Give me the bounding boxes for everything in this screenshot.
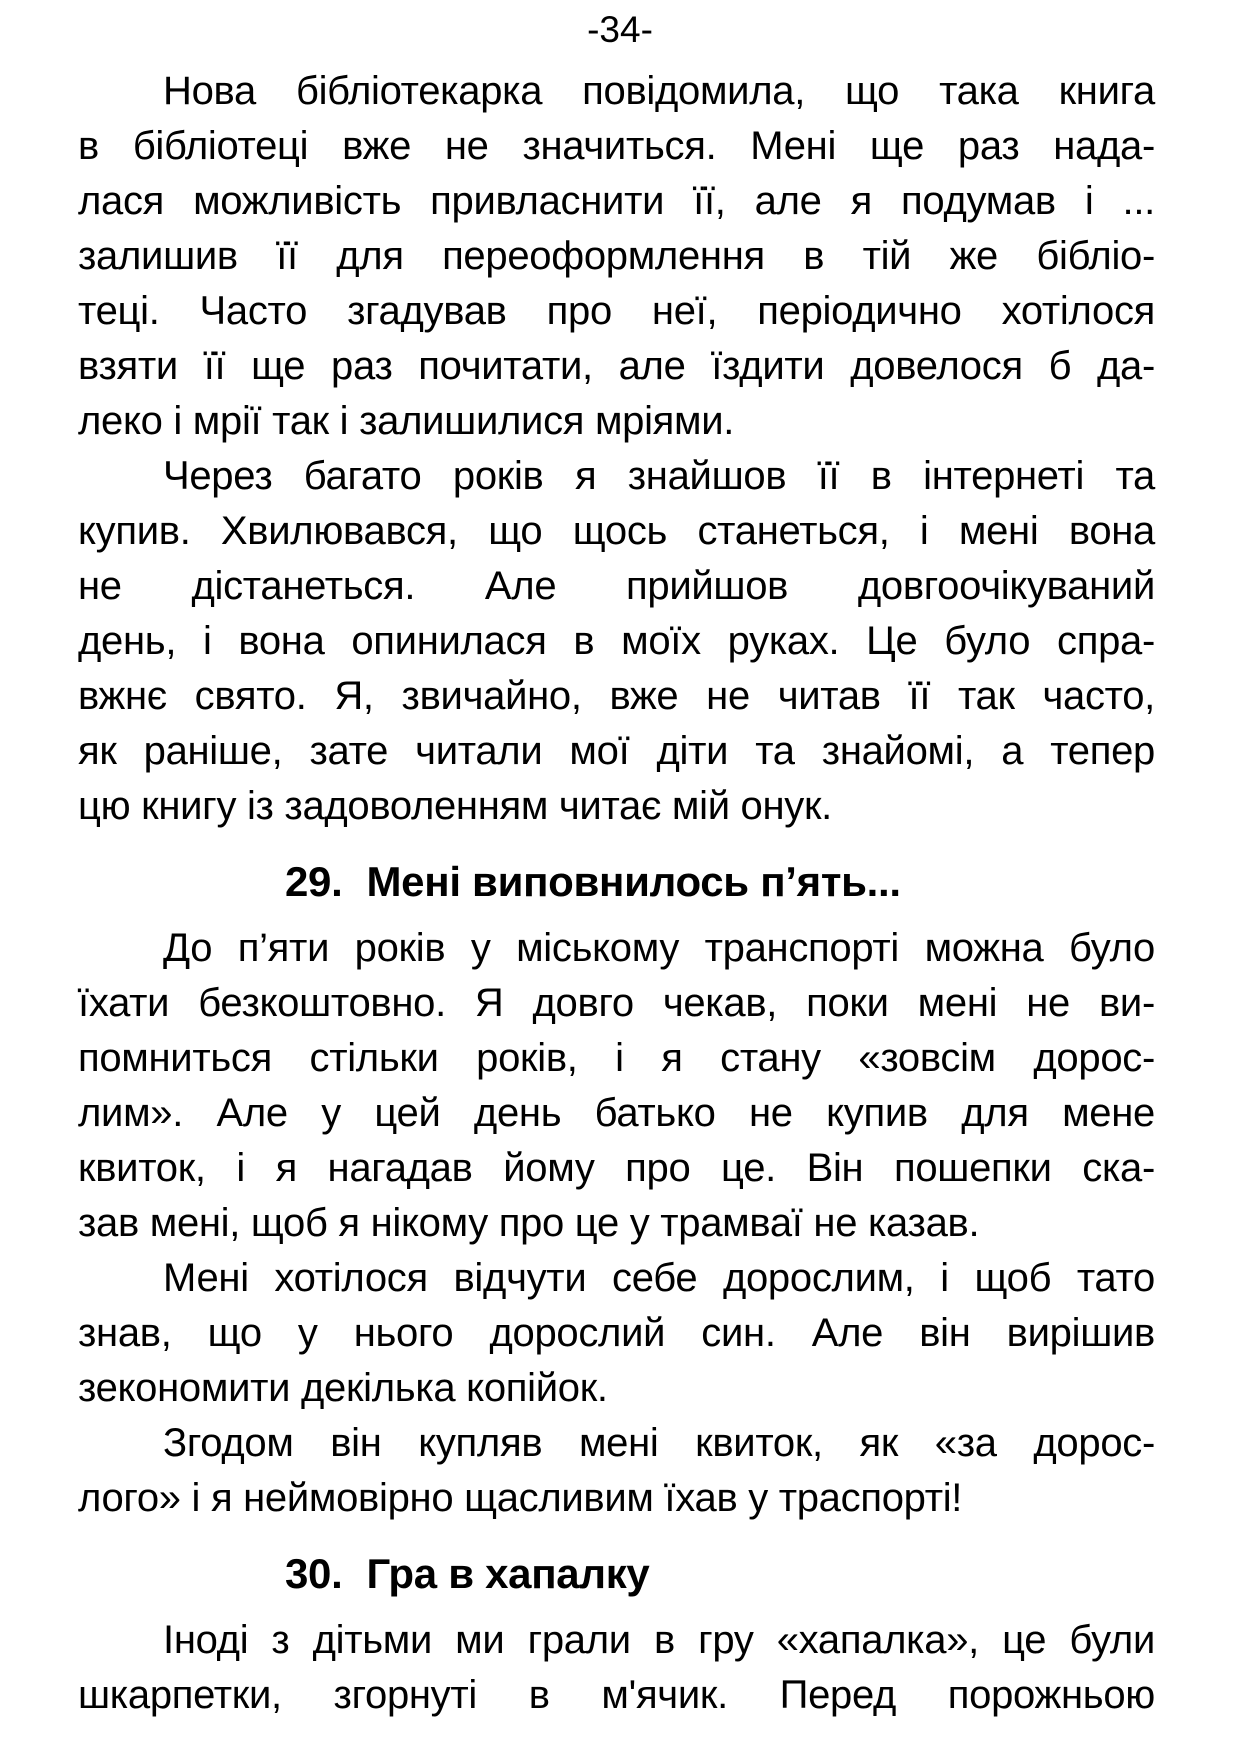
text-line: залишив її для переоформлення в тій же бібліо- xyxy=(78,234,1155,278)
text-line: в бібліотеці вже не значиться. Мені ще раз нада- xyxy=(78,124,1155,168)
text-line: не дістанеться. Але прийшов довгоочікуваний xyxy=(78,564,1155,608)
paragraph xyxy=(78,1251,1155,1416)
section-heading-29 xyxy=(78,854,1155,909)
text-line: помниться стільки років, і я стану «зовсім дорос- xyxy=(78,1036,1155,1080)
paragraph xyxy=(78,1613,1155,1723)
section-number: 29. xyxy=(285,858,343,905)
paragraph xyxy=(78,1416,1155,1526)
text-line: знав, що у нього дорослий син. Але він вирішив xyxy=(78,1311,1155,1355)
section-title: Мені виповнилось п’ять... xyxy=(366,858,901,905)
text-line: купив. Хвилювався, що щось станеться, і мені вона xyxy=(78,509,1155,553)
text-line: зекономити декілька копійок. xyxy=(78,1366,608,1410)
text-line: лого» і я неймовірно щасливим їхав у траспорті! xyxy=(78,1476,963,1520)
text-line: лим». Але у цей день батько не купив для мене xyxy=(78,1091,1155,1135)
section-title: Гра в хапалку xyxy=(366,1550,650,1597)
text-line: Нова бібліотекарка повідомила, що така книга xyxy=(163,69,1155,113)
text-line: Іноді з дітьми ми грали в гру «хапалка», це були xyxy=(163,1618,1155,1662)
text-line: теці. Часто згадував про неї, періодично хотілося xyxy=(78,289,1155,333)
text-line: Мені хотілося відчути себе дорослим, і щоб тато xyxy=(163,1256,1155,1300)
text-line: взяти її ще раз почитати, але їздити довелося б да- xyxy=(78,344,1155,388)
section-number: 30. xyxy=(285,1550,343,1597)
text-line: день, і вона опинилася в моїх руках. Це було спра- xyxy=(78,619,1155,663)
text-line: шкарпетки, згорнуті в м'ячик. Перед порожньою xyxy=(78,1673,1155,1717)
text-line: зав мені, щоб я нікому про це у трамваї не казав. xyxy=(78,1201,980,1245)
text-line: вжнє свято. Я, звичайно, вже не читав її так часто, xyxy=(78,674,1155,718)
paragraph xyxy=(78,449,1155,834)
page-number: -34- xyxy=(587,9,653,50)
paragraph xyxy=(78,921,1155,1251)
text-line: Згодом він купляв мені квиток, як «за дорос- xyxy=(163,1421,1155,1465)
section-heading-30 xyxy=(78,1546,1155,1601)
text-line: леко і мрії так і залишилися мріями. xyxy=(78,399,735,443)
text-line: їхати безкоштовно. Я довго чекав, поки мені не ви- xyxy=(78,981,1155,1025)
text-line: До п’яти років у міському транспорті можна було xyxy=(163,926,1155,970)
text-line: Через багато років я знайшов її в інтернеті та xyxy=(163,454,1155,498)
text-line: як раніше, зате читали мої діти та знайомі, а тепер xyxy=(78,729,1155,773)
text-line: лася можливість привласнити її, але я подумав і ... xyxy=(78,179,1155,223)
text-line: цю книгу із задоволенням читає мій онук. xyxy=(78,784,832,828)
text-line: квиток, і я нагадав йому про це. Він пошепки ска- xyxy=(78,1146,1155,1190)
page-body xyxy=(78,64,1155,1723)
paragraph xyxy=(78,64,1155,449)
